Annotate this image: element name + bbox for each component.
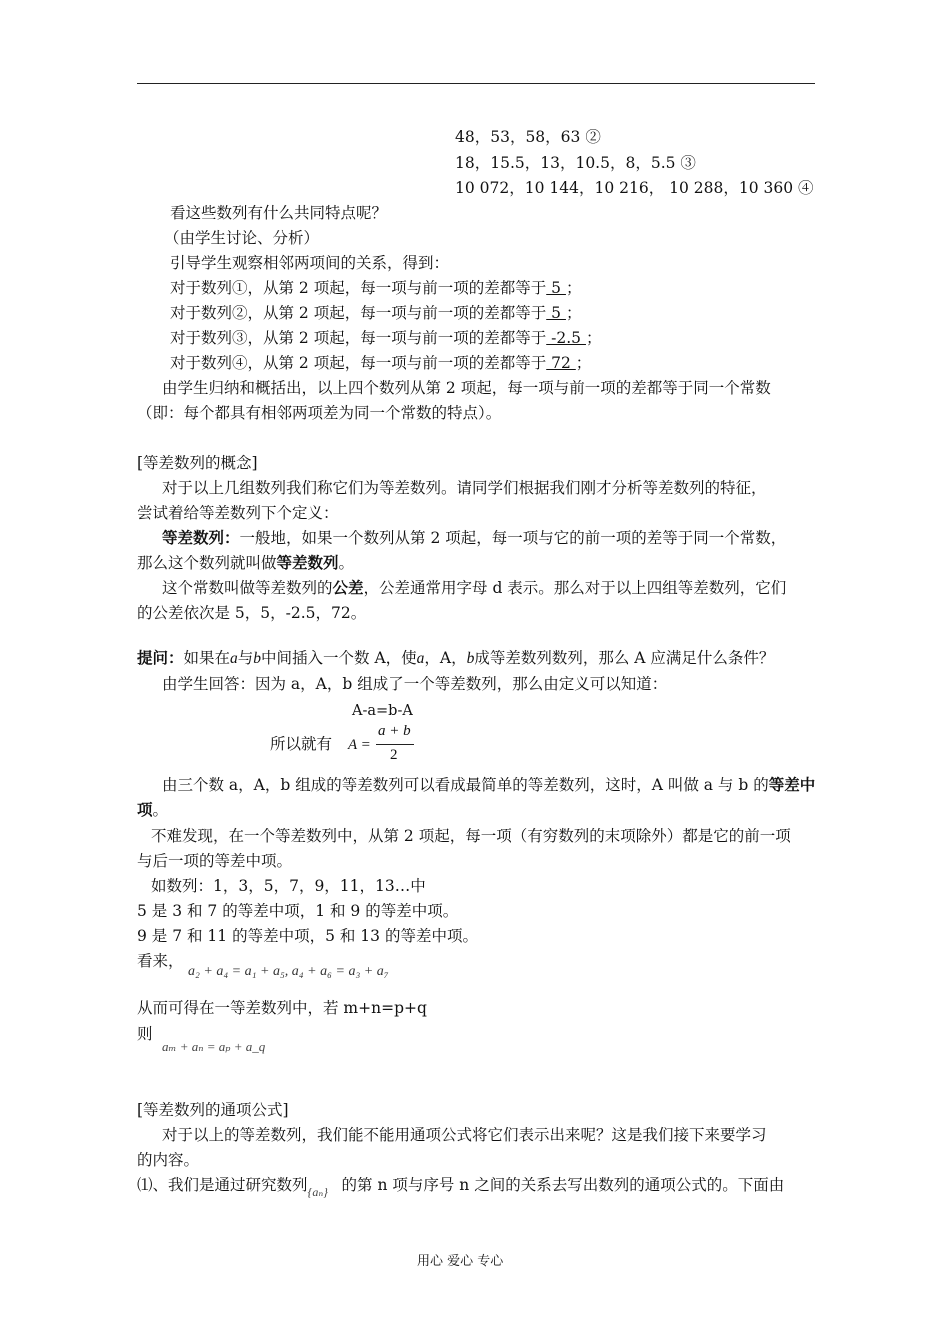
observation-line-2: 与后一项的等差中项。	[137, 852, 293, 870]
difference-line-4	[170, 353, 591, 373]
section-heading-general-term: [等差数列的通项公式]	[137, 1101, 289, 1119]
question-text: 与	[237, 649, 254, 667]
question-text: 如果在	[183, 649, 231, 667]
common-difference-line-2: 的公差依次是 5，5，-2.5，72。	[137, 604, 367, 622]
concept-paragraph-1b: 尝试着给等差数列下个定义：	[137, 504, 339, 522]
middle-term-line-2	[137, 800, 168, 820]
observation-line-1: 不难发现，在一个等差数列中，从第 2 项起，每一项（有穷数列的末项除外）都是它的前一项	[151, 827, 791, 845]
middle-term-bold: 等差中	[768, 775, 816, 794]
question-text: 成等差数列数列，那么 A 应满足什么条件？	[474, 649, 775, 667]
difference-line-1	[170, 278, 581, 298]
difference-text: 对于数列②，从第 2 项起，每一项与前一项的差都等于	[170, 304, 547, 322]
page-footer: 用心 爱心 专心	[417, 1254, 504, 1269]
example-line-3: 9 是 7 和 11 的等差中项，5 和 13 的等差中项。	[137, 927, 478, 945]
definition-text: 那么这个数列就叫做	[137, 554, 277, 572]
answer-line: 由学生回答：因为 a，A，b 组成了一个等差数列，那么由定义可以知道：	[162, 675, 668, 693]
difference-value: -2.5	[546, 329, 586, 347]
definition-text: 一般地，如果一个数列从第 2 项起，每一项与它的前一项的差等于同一个常数，	[239, 529, 787, 547]
sequence-4: 10 072，10 144，10 216， 10 288，10 360 ④	[455, 179, 814, 197]
intro-discuss: （由学生讨论、分析）	[164, 229, 320, 247]
difference-text: 对于数列④，从第 2 项起，每一项与前一项的差都等于	[170, 354, 547, 372]
punctuation: 。	[338, 554, 355, 572]
subscript-equation-2: aₘ + aₙ = aₚ + a_q	[162, 1039, 266, 1054]
definition-term: 等差数列：	[162, 528, 240, 547]
punctuation: ；	[585, 329, 602, 347]
punctuation: ；	[565, 279, 582, 297]
middle-term-text: 由三个数 a，A，b 组成的等差数列可以看成最简单的等差数列，这时，A 叫做 a 与 b 的	[162, 776, 769, 794]
equation-a: A-a=b-A	[352, 703, 413, 719]
equation-a-lhs: A =	[348, 737, 371, 753]
difference-value: 72	[546, 354, 576, 372]
definition-line-1	[162, 528, 786, 548]
conclusion-line: 从而可得在一等差数列中，若 m+n=p+q	[137, 999, 427, 1017]
fraction-bar	[376, 744, 414, 745]
difference-value: 5	[546, 279, 566, 297]
question-line	[137, 648, 774, 669]
general-text: 的第 n 项与序号 n 之间的关系去写出数列的通项公式的。下面由	[341, 1176, 785, 1194]
math-variable: a	[416, 650, 425, 667]
common-difference-text: 这个常数叫做等差数列的	[162, 579, 333, 597]
punctuation: ；	[575, 354, 592, 372]
sequence-notation: {aₙ}	[307, 1185, 328, 1199]
subscript-equation-1: a₂ + a₄ = a₁ + a₅, a₄ + a₆ = a₃ + a₇	[188, 964, 389, 979]
punctuation: 。	[152, 801, 169, 819]
question-label: 提问：	[137, 648, 184, 667]
middle-term-line-1	[162, 775, 815, 795]
then-label: 则	[137, 1025, 153, 1043]
header-rule	[137, 83, 815, 84]
math-variable: b	[253, 650, 262, 667]
question-text: ，A，	[424, 649, 467, 667]
middle-term-bold: 项	[137, 800, 153, 819]
math-variable: a	[230, 650, 238, 667]
difference-line-2	[170, 303, 581, 323]
summary-line-1: 由学生归纳和概括出，以上四个数列从第 2 项起，每一项与前一项的差都等于同一个常数	[162, 379, 771, 397]
general-text: ⑴、我们是通过研究数列	[137, 1176, 308, 1194]
section-heading-concept: [等差数列的概念]	[137, 454, 258, 472]
so-label: 所以就有	[270, 735, 333, 753]
sequence-3: 18，15.5，13，10.5，8，5.5 ③	[455, 154, 696, 172]
example-line-1: 如数列：1，3，5，7，9，11，13…中	[151, 877, 426, 895]
difference-line-3	[170, 328, 601, 348]
difference-value: 5	[546, 304, 566, 322]
intro-question: 看这些数列有什么共同特点呢？	[170, 204, 388, 222]
general-paragraph-2	[137, 1175, 785, 1199]
punctuation: ；	[565, 304, 582, 322]
fraction-a-plus-b-over-2	[376, 723, 416, 769]
common-difference-line-1	[162, 578, 786, 598]
fraction-numerator: a + b	[378, 723, 411, 739]
fraction-denominator: 2	[390, 747, 398, 763]
definition-line-2	[137, 553, 354, 573]
example-line-2: 5 是 3 和 7 的等差中项，1 和 9 的等差中项。	[137, 902, 459, 920]
general-paragraph-1a: 对于以上的等差数列，我们能不能用通项公式将它们表示出来呢？这是我们接下来要学习	[162, 1126, 767, 1144]
common-difference-term: 公差	[332, 578, 364, 597]
kanlai-label: 看来，	[137, 952, 184, 970]
concept-paragraph-1a: 对于以上几组数列我们称它们为等差数列。请同学们根据我们刚才分析等差数列的特征，	[162, 479, 767, 497]
general-paragraph-1b: 的内容。	[137, 1151, 200, 1169]
definition-term: 等差数列	[276, 553, 339, 572]
difference-text: 对于数列①，从第 2 项起，每一项与前一项的差都等于	[170, 279, 547, 297]
question-text: 中间插入一个数 A，使	[261, 649, 417, 667]
intro-guide: 引导学生观察相邻两项间的关系，得到：	[170, 254, 450, 272]
math-variable: b	[466, 650, 475, 667]
summary-line-2: （即：每个都具有相邻两项差为同一个常数的特点）。	[137, 404, 502, 422]
sequence-2: 48，53，58，63 ②	[455, 128, 601, 146]
common-difference-text: ，公差通常用字母 d 表示。那么对于以上四组等差数列，它们	[363, 579, 787, 597]
difference-text: 对于数列③，从第 2 项起，每一项与前一项的差都等于	[170, 329, 547, 347]
